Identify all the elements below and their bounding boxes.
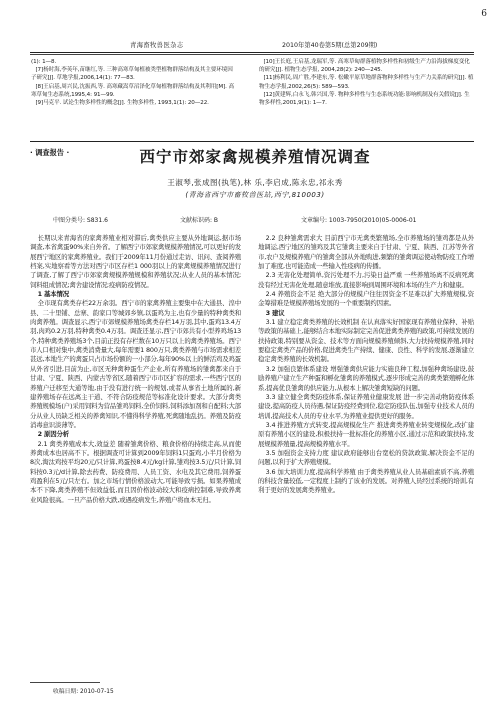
reference-item: [9]马克平. 试论生物多样性的概念[J]. 生物多样性, 1993,1(1): 20—22. — [35, 100, 209, 107]
paragraph: 2.4 养殖资金不足 绝大部分的规模户往往因资金不足难以扩大养殖规模,资金筹措难是规模养殖场发展的一个重要制约因素。 — [258, 290, 474, 308]
article-number: 文章编号: 1003-7950(2010)05-0006-01 — [301, 217, 417, 224]
journal-issue: 2010年第40卷第5期(总第209期) — [282, 42, 378, 49]
references-left — [31, 58, 236, 107]
paragraph: 3.3 建立健全禽类防疫体系,保证养殖业健康发展 进一步完善动物防疫体系建设,提高防疫人员待遇,保证防疫经费到位,稳定防疫队伍,加强专业技术人员的培训,提高技术人员的专业水平,为养殖业提供更好的服务。 — [258, 392, 474, 420]
right-column — [258, 234, 474, 496]
section-heading: 3 建议 — [265, 308, 285, 317]
paragraph: 2.1 禽类养殖成本大,效益差 随着雏禽价格、粮食价格的持续走高,从而使养禽成本也居高不下。根据调查可计算到2009年饲料1只蛋鸡,小半月价格为8次,淘汰鸡按平均20元/只计算,鸡蛋按8.4元/kg计算,雏鸡按3.5元/只计算,饲料按0.3元/d计算,除去药费、防疫费用、人员工资、水电及其它费用,饲养蛋鸡盈利在5元/只左右。加之市场行情价格波动大,可能导致亏损。如果养殖成本不下降,禽类养殖不但效益低,而且因价格波动较大和疫病控制难,导致养禽业风险很高。一旦产品价格大跌,或遇疫病发生,养殖户将血本无归。 — [30, 439, 241, 504]
article-affiliation: (青海省西宁市畜牧兽医站,西宁,810003) — [185, 191, 325, 199]
paragraph: 3.5 加强资金支持力度 建议政府能够出台宽松的贷款政策,解决资金不足的问题,以利于扩大养殖规模。 — [258, 448, 474, 467]
page-number: 6 — [481, 9, 487, 19]
paragraph: 2.2 良种雏禽需求大 目前西宁市无禽类繁殖场,全市养殖场的雏鸡都是从外地调运,西宁地区的雏鸡及其它雏禽主要来自于甘肃、宁夏、陕西、江苏等外省市,农户及规模养殖户的雏禽全部从外地购进,频繁的雏禽调运使动物防疫工作增加了难度,也可能造成一些输入性疫病的传播。 — [258, 234, 474, 271]
reference-item: [12]黄建辉,白永飞,韩兴国,等. 物种多样性与生态系统功能:影响机制及有关假说[J]. 生物多样性,2001,9(1): 1—7. — [259, 91, 470, 107]
document-code: 文献标识码: B — [180, 217, 219, 224]
received-date: 收稿日期: 2010-07-15 — [53, 689, 114, 695]
paragraph: 长期以来青海省的家禽养殖业相对滞后,禽类供应主要从外地调运,据市场调查,本省禽蛋90%来自外省。了解西宁市郊家禽规模养殖情况,可以更好的发展西宁地区的家禽养殖业。我们于2009年11月份通过走访、讯问、查阅养殖档案,实地察看等方法对西宁市区存栏1 000羽以上的家禽规模养殖情况进行了调查,了解了西宁市郊家禽规模养殖规模和养殖状况;从业人员的基本情况;饲料组成情况;禽舍建设情况;疫病防疫情况。 — [30, 234, 241, 289]
reference-item: [11]杨利民,周广胜,李建东,等. 松嫩平原草地群落物种多样性与生产力关系的研究[J]. 植物生态学报,2002,26(5): 589—593. — [259, 75, 474, 90]
paragraph: 3.2 加强良繁体系建设 增强雏禽供应能力实施良种工程,加强种禽场建设,鼓励养殖户建立生产种蛋和孵化雏禽的养殖模式,逐步形成完善的禽类繁殖孵化体系,提高优良雏禽的供应能力,从根本上解决雏禽短缺的问题。 — [258, 364, 474, 392]
journal-name: 青海畜牧兽医杂志 — [130, 42, 184, 49]
paragraph: 全市现有禽类存栏22万余羽。西宁市的家禽养殖主要集中在大通县、湟中县、二十里铺、总寨、韵家口等城郊乡镇,以蛋鸡为主,也有少量的特种禽类和肉禽养殖。调查显示,西宁市郊规模养殖场禽类存栏14万羽,其中,蛋鸡13.4万羽,肉鸡0.2万羽,特种禽类0.4万羽。调查还显示,西宁市郊共有小型养鸡场13个,特种禽类养殖场3个,目前正投有存栏数在10万只以上的禽类养殖场。西宁市人口相对集中,禽类消费量大,每年需要1 800万只,禽类养殖与市场需求相差甚远,本地生产的禽蛋只占市场份额的一小部分,每年90%以上的鲜活鸡及鸡蛋从外省引进,目前为止,市区无种禽种蛋生产企业,所有养殖场的雏禽都来自于甘肃、宁夏、陕西、内蒙古等省区,随着西宁市市区扩容的需求,一些西宁区的养殖户迁移至大通等地,由于没有进行统一的规划,或者从事省土地所属的,新建养殖场存在远离主干道、不符合防疫规范等标准化设计要求。大部分禽类养殖规模场(户)采用饲料为营品雏鸡饲料,全价饲料,饲料添加剂和自配料;大部分从业人员缺乏相关的养禽知识,不懂得科学养殖,死禽随地乱扔。养殖及防疫消毒意识淡薄等。 — [30, 299, 241, 429]
reference-item: [10]王长庭,王启基,龙瑞军,等. 高寒草甸群落植物多样性和初级生产力沿海拔梯度变化的研究[J]. 植物生态学报, 2004,28(2): 240—245. — [259, 59, 470, 74]
paragraph: 3.4 推进养殖方式转变,提高规模化生产 推进禽类养殖业转变规模化,改扩建原有养殖小区的建设,积极扶持一批标准化的养殖小区,通过示范和政策扶持,发展规模养殖量,提高规模养殖水平。 — [258, 420, 474, 448]
clc-number: 中图分类号: S831.6 — [53, 217, 108, 224]
header-rule-thin — [30, 54, 474, 55]
section-label: · 调查报告 · — [30, 148, 70, 157]
article-title: 西宁市郊家禽规模养殖情况调查 — [139, 147, 371, 166]
footnote-rule — [30, 682, 100, 683]
section-heading: 1 基本情况 — [37, 290, 70, 299]
reference-item: [8]王启基,周兴民,沈振西,等. 高寒藏嵩草沼泽化草甸植物群落结构及其利用[M]. 高寒草甸生态系统,1995,4: 91—99. — [31, 83, 235, 98]
paragraph: 3.1 建立稳定禽类养殖的长效机制 在认真落实好国家现有养殖业保种、补贴等政策的基础上,能够结合本地实际制定完善促进禽类养殖的政策,可持续发展的扶持政策,特别要从资金、技术等方面向规模养殖倾斜,大力扶持规模养殖,同时要稳定禽类产品的价格,促进禽类生产持续、健康、良性、科学的发展,逐渐建立稳定禽类养殖的长效机制。 — [258, 318, 474, 364]
references-right — [259, 58, 474, 107]
left-column — [30, 234, 241, 505]
article-authors: 王淑琴,张成图(执笔),林 乐,李启成,陈永忠,祁永秀 — [167, 178, 343, 187]
section-rule — [30, 141, 474, 142]
paragraph: 2.3 无害化处理简单,资污处理不力,污染日益严重 一些养殖场离不反病死禽没有经过无害化处理,随意堆放,直接影响到周围环境和本场的生产力和健康。 — [258, 271, 474, 289]
header-rule — [30, 52, 474, 53]
reference-item: (1): 1—8. — [31, 59, 57, 65]
section-heading: 2 原因分析 — [37, 430, 70, 439]
paragraph: 3.6 加大培训力度,提高科学养殖 由于禽类养殖从业人员基础素质不高,养殖的科技含量较低,一定程度上制约了该业的发展。对养殖人员经过系统的培训,有利于更好的发展禽类养殖业。 — [258, 467, 474, 495]
reference-item: [7]杨时海,李英年,苗继红,等. 三种高寒草甸植被类型植物群落结构及其主要环境因子研究[J]. 草地学报,2006,14(1): 77—83. — [31, 67, 233, 82]
